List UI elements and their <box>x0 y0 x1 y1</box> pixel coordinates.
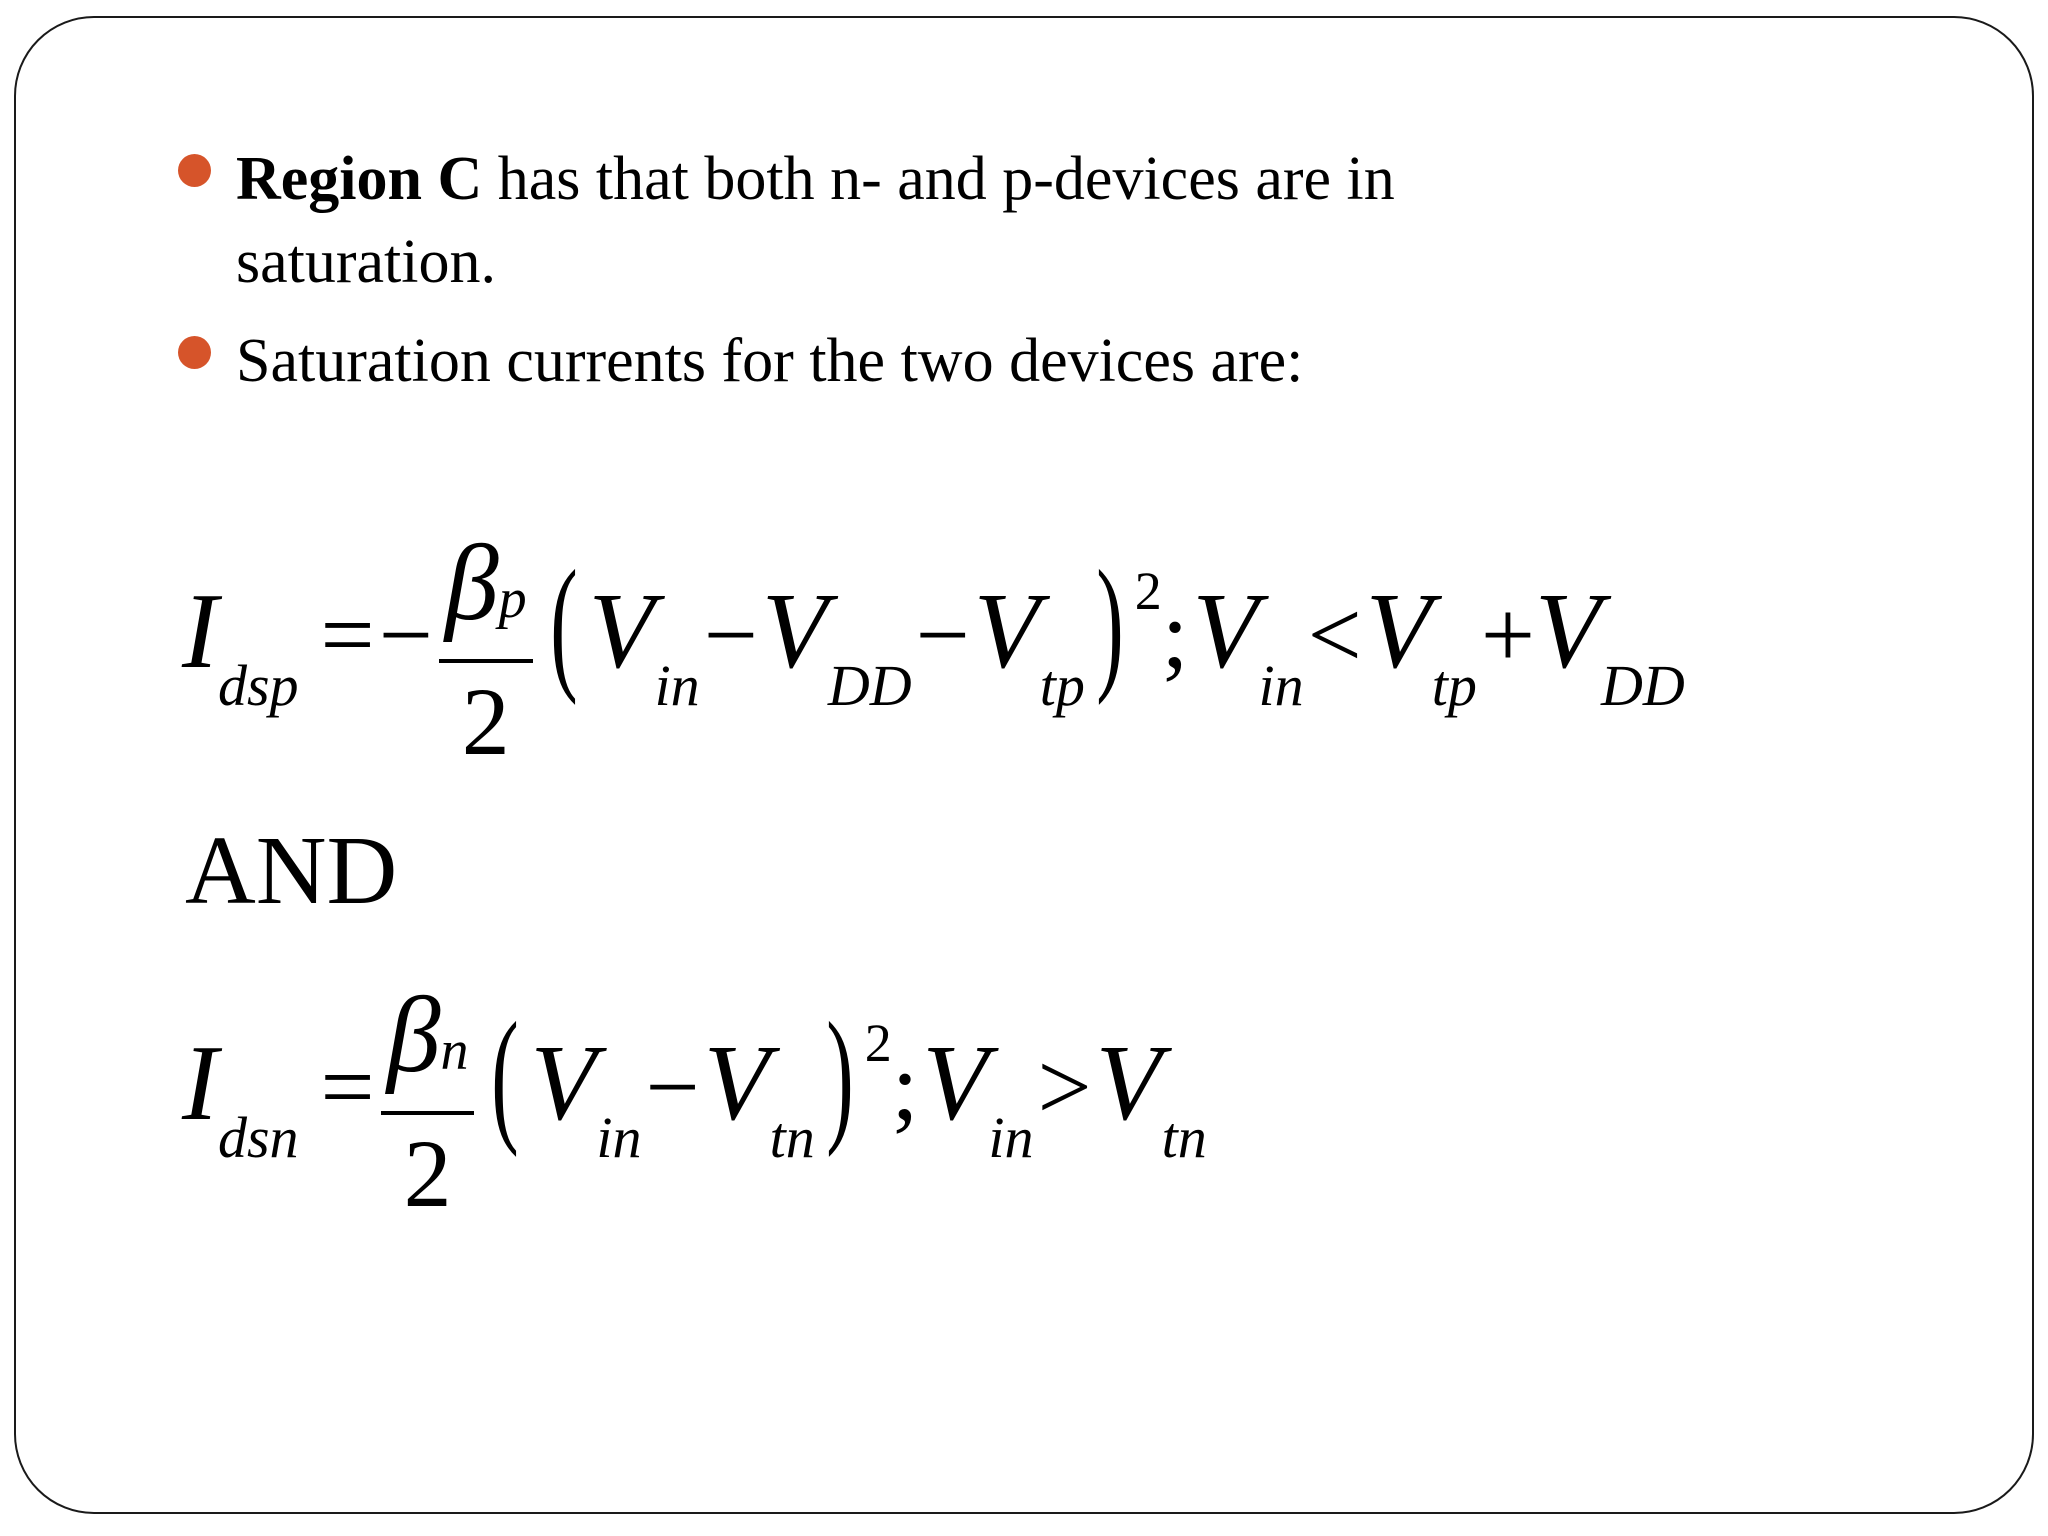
bullet-text-line1: Saturation currents for the two devices are: <box>236 327 1304 395</box>
eq-n-v2: V <box>703 1024 770 1144</box>
bullet-item-saturation-currents <box>178 320 1878 403</box>
eq-p-v1-sub: in <box>654 653 700 719</box>
eq-p-fraction <box>439 524 533 781</box>
eq-p-cond-v1-sub: in <box>1258 653 1304 719</box>
and-label: AND <box>185 817 398 925</box>
eq-n-cond-v1: V <box>922 1024 989 1144</box>
eq-p-minus2: − <box>915 581 970 689</box>
eq-n-equals: = <box>320 1033 375 1141</box>
bullet-dot-icon <box>178 154 211 187</box>
bullet-text-line1: has that both n- and p-devices are in <box>482 145 1395 213</box>
eq-n-cond-v1-sub: in <box>988 1105 1034 1171</box>
eq-p-v1: V <box>588 572 655 692</box>
eq-p-cond-v3: V <box>1534 572 1601 692</box>
eq-p-plus: + <box>1480 581 1535 689</box>
eq-p-frac-den: 2 <box>461 668 510 775</box>
eq-n-v1: V <box>530 1024 597 1144</box>
eq-p-less-than: < <box>1307 581 1362 689</box>
eq-n-open-paren: ( <box>491 992 520 1159</box>
eq-p-open-paren: ( <box>549 540 578 707</box>
eq-p-exponent: 2 <box>1134 561 1162 622</box>
eq-p-lhs-sub: dsp <box>217 653 299 719</box>
eq-p-cond-v1: V <box>1192 572 1259 692</box>
eq-p-close-paren: ) <box>1096 540 1124 707</box>
eq-p-v3-sub: tp <box>1039 653 1085 719</box>
eq-n-fraction <box>381 976 475 1233</box>
eq-n-v2-sub: tn <box>769 1105 815 1171</box>
eq-n-semicolon: ; <box>891 1033 919 1141</box>
eq-p-v2: V <box>761 572 828 692</box>
eq-p-frac-num: β <box>444 524 499 643</box>
eq-n-frac-den: 2 <box>403 1120 452 1227</box>
eq-n-cond-v2-sub: tn <box>1161 1105 1207 1171</box>
eq-p-cond-v2-sub: tp <box>1431 653 1477 719</box>
equation-p-device <box>182 524 1685 789</box>
eq-p-minus-sign: − <box>378 581 433 689</box>
eq-n-lhs-symbol: I <box>182 1024 218 1144</box>
eq-n-close-paren: ) <box>826 992 854 1159</box>
eq-p-semicolon: ; <box>1161 581 1189 689</box>
eq-p-lhs-symbol: I <box>182 572 218 692</box>
bullet-item-region-c <box>178 138 1878 304</box>
eq-n-greater-than: > <box>1037 1033 1092 1141</box>
eq-n-lhs-sub: dsn <box>217 1105 299 1171</box>
eq-n-cond-v2: V <box>1095 1024 1162 1144</box>
eq-n-exponent: 2 <box>864 1013 892 1074</box>
eq-n-minus1: − <box>645 1033 700 1141</box>
eq-p-v2-sub: DD <box>827 653 912 719</box>
eq-n-frac-num: β <box>386 976 441 1095</box>
eq-n-frac-num-sub: n <box>440 1020 469 1082</box>
eq-p-minus1: − <box>703 581 758 689</box>
equation-n-device <box>182 976 1207 1241</box>
bullet-text-line2: saturation. <box>236 228 496 296</box>
bullet-list <box>178 138 1878 419</box>
eq-p-v3: V <box>973 572 1040 692</box>
eq-p-cond-v2: V <box>1365 572 1432 692</box>
eq-n-v1-sub: in <box>596 1105 642 1171</box>
eq-p-frac-num-sub: p <box>498 568 527 630</box>
bullet-dot-icon <box>178 336 211 369</box>
eq-p-equals: = <box>320 581 375 689</box>
eq-p-cond-v3-sub: DD <box>1600 653 1685 719</box>
bullet-bold-text: Region C <box>236 145 483 213</box>
